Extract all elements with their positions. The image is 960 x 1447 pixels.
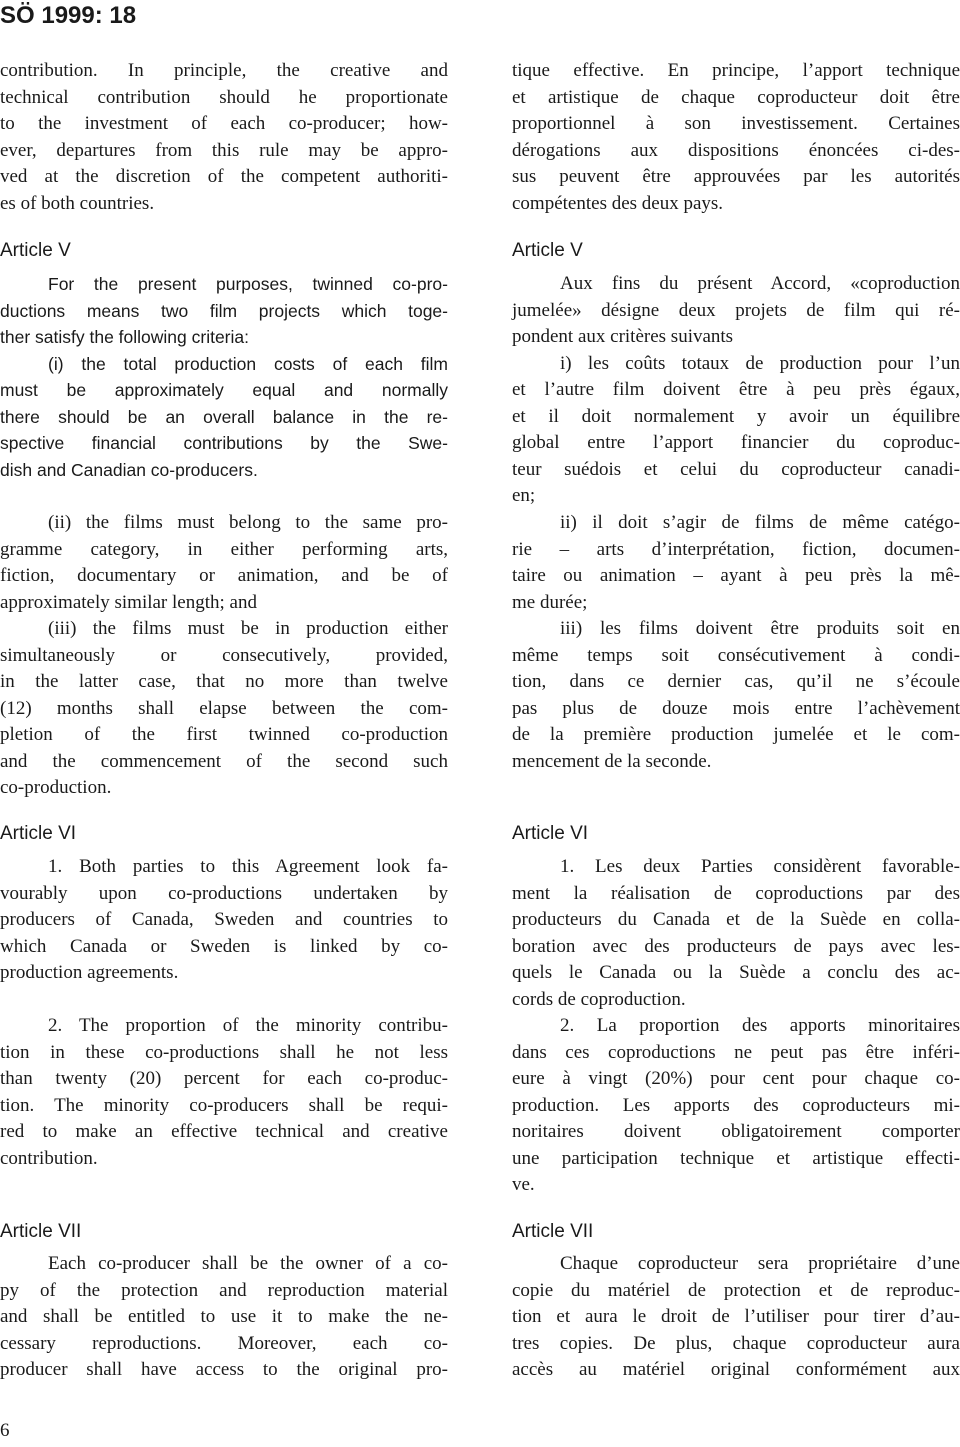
text-line: must be approximately equal and normally (0, 380, 448, 400)
text-line: cessary reproductions. Moreover, each co- (0, 1332, 448, 1354)
text-line: production agreements. (0, 962, 179, 983)
text-line: 1. Les deux Parties considèrent favorable- (560, 856, 960, 877)
text-line: (ii) the films must belong to the same pro- (48, 512, 448, 533)
text-line: sus peuvent être approuvées par les autorités (512, 166, 960, 187)
text-line: une participation technique et artistique effecti- (512, 1147, 960, 1169)
article-heading: Article V (512, 240, 583, 261)
text-line: technical contribution should he proportionate (0, 86, 448, 108)
text-line: production. Les apports des coproducteurs mi- (512, 1094, 960, 1116)
text-line: cords de coproduction. (512, 988, 686, 1010)
text-line: gramme category, in either performing arts, (0, 538, 448, 560)
text-line: tion et aura le droit de l’utiliser pour tirer d’au- (512, 1306, 960, 1327)
text-line: which Canada or Sweden is linked by co- (0, 935, 448, 957)
text-line: taire ou animation – ayant à peu près la mê- (512, 565, 960, 586)
text-line: ment la réalisation de coproductions par des (512, 882, 960, 904)
text-line: tique effective. En principe, l’apport technique (512, 60, 960, 81)
text-line: contribution. (0, 1147, 98, 1169)
text-line: tres copies. De plus, chaque coproducteur aura (512, 1332, 960, 1354)
article-heading: Article VII (512, 1221, 594, 1242)
text-line: contribution. In principle, the creative and (0, 60, 448, 81)
text-line: simultaneously or consecutively, provided, (0, 644, 448, 666)
text-line: than twenty (20) percent for each co-produc- (0, 1068, 448, 1089)
text-line: copie du matériel de protection et de reproduc- (512, 1279, 960, 1301)
text-line: (iii) the films must be in production either (48, 618, 448, 639)
text-line: co-production. (0, 777, 112, 798)
text-line: ved at the discretion of the competent authoriti- (0, 166, 448, 187)
text-line: Chaque coproducteur sera propriétaire d’une (560, 1253, 960, 1274)
text-line: quels le Canada ou la Suède a conclu des ac- (512, 962, 960, 983)
text-line: vourably upon co-productions undertaken by (0, 882, 448, 904)
text-line: pondent aux critères suivants (512, 326, 734, 347)
text-line: dish and Canadian co-producers. (0, 459, 258, 480)
text-line: dérogations aux dispositions énoncées ci-des- (512, 139, 960, 161)
text-line: ther satisfy the following criteria: (0, 327, 249, 347)
text-line: to the investment of each co-producer; how- (0, 113, 448, 134)
text-line: jumelée» désigne deux projets de film qui ré- (512, 299, 960, 321)
text-line: For the present purposes, twinned co-pro- (48, 274, 448, 294)
page-header: SÖ 1999: 18 (0, 2, 137, 29)
text-line: de la première production jumelée et le com- (512, 724, 960, 745)
text-line: producer shall have access to the original pro- (0, 1359, 448, 1380)
text-line: red to make an effective technical and creative (0, 1121, 448, 1142)
text-line: me durée; (512, 591, 588, 613)
text-line: tion in these co-productions shall he not less (0, 1041, 448, 1063)
text-line: en; (512, 485, 536, 506)
article-heading: Article VII (0, 1221, 82, 1242)
article-heading: Article VI (0, 823, 77, 844)
text-line: ve. (512, 1174, 535, 1195)
text-line: et l’autre film doivent être à peu près égaux, (512, 379, 960, 400)
text-line: producteurs du Canada et de la Suède en colla- (512, 909, 960, 930)
text-line: and shall be entitled to use it to make the ne- (0, 1306, 448, 1327)
text-line: proportionnel à son investissement. Certaines (512, 113, 960, 134)
article-heading: Article VI (512, 823, 589, 844)
text-line: ii) il doit s’agir de films de même catégo- (560, 512, 960, 533)
text-line: pletion of the first twinned co-production (0, 724, 448, 745)
article-heading: Article V (0, 240, 71, 261)
text-line: 2. La proportion des apports minoritaires (560, 1015, 960, 1036)
text-line: py of the protection and reproduction material (0, 1279, 448, 1301)
text-line: pas plus de douze mois entre l’achèvement (512, 697, 960, 719)
text-line: mencement de la seconde. (512, 750, 712, 772)
text-line: spective financial contributions by the Swe- (0, 433, 448, 453)
text-line: même temps soit consécutivement à condi- (512, 644, 960, 666)
text-line: (i) the total production costs of each film (48, 353, 448, 374)
text-line: ductions means two film projects which toge- (0, 300, 448, 321)
text-line: in the latter case, that no more than twelve (0, 671, 448, 692)
text-line: noritaires doivent obligatoirement comporter (512, 1121, 960, 1142)
text-line: and the commencement of the second such (0, 750, 448, 772)
text-line: eure à vingt (20%) pour cent pour chaque co- (512, 1068, 960, 1089)
text-line: es of both countries. (0, 192, 155, 214)
text-line: accès au matériel original conformément aux (512, 1359, 960, 1380)
text-line: 2. The proportion of the minority contribu- (48, 1015, 448, 1036)
text-line: rie – arts d’interprétation, fiction, documen- (512, 538, 960, 560)
text-line: Aux fins du présent Accord, «coproduction (560, 273, 960, 294)
text-line: compétentes des deux pays. (512, 192, 724, 214)
text-line: dans ces coproductions ne peut pas être inféri- (512, 1041, 960, 1063)
text-line: tion. The minority co-producers shall be requi- (0, 1094, 448, 1116)
text-line: iii) les films doivent être produits soit en (560, 618, 960, 639)
text-line: approximately similar length; and (0, 591, 257, 613)
text-line: tion, dans ce dernier cas, qu’il ne s’écoule (512, 671, 960, 692)
text-line: ever, departures from this rule may be appro- (0, 139, 448, 161)
text-line: producers of Canada, Sweden and countries to (0, 909, 448, 930)
text-line: boration avec des producteurs de pays avec les- (512, 935, 960, 957)
text-line: et il doit normalement y avoir un équilibre (512, 405, 960, 427)
page-number: 6 (0, 1420, 10, 1441)
text-line: i) les coûts totaux de production pour l’un (560, 352, 960, 374)
text-line: 1. Both parties to this Agreement look fa- (48, 856, 448, 877)
text-line: Each co-producer shall be the owner of a co- (48, 1253, 448, 1274)
text-line: (12) months shall elapse between the com- (0, 697, 448, 719)
text-line: et artistique de chaque coproducteur doit être (512, 86, 960, 108)
text-line: teur suédois et celui du coproducteur canadi- (512, 458, 960, 480)
text-line: there should be an overall balance in the re- (0, 406, 448, 427)
text-line: fiction, documentary or animation, and be of (0, 565, 448, 586)
text-line: global entre l’apport financier du coproduc- (512, 432, 960, 453)
